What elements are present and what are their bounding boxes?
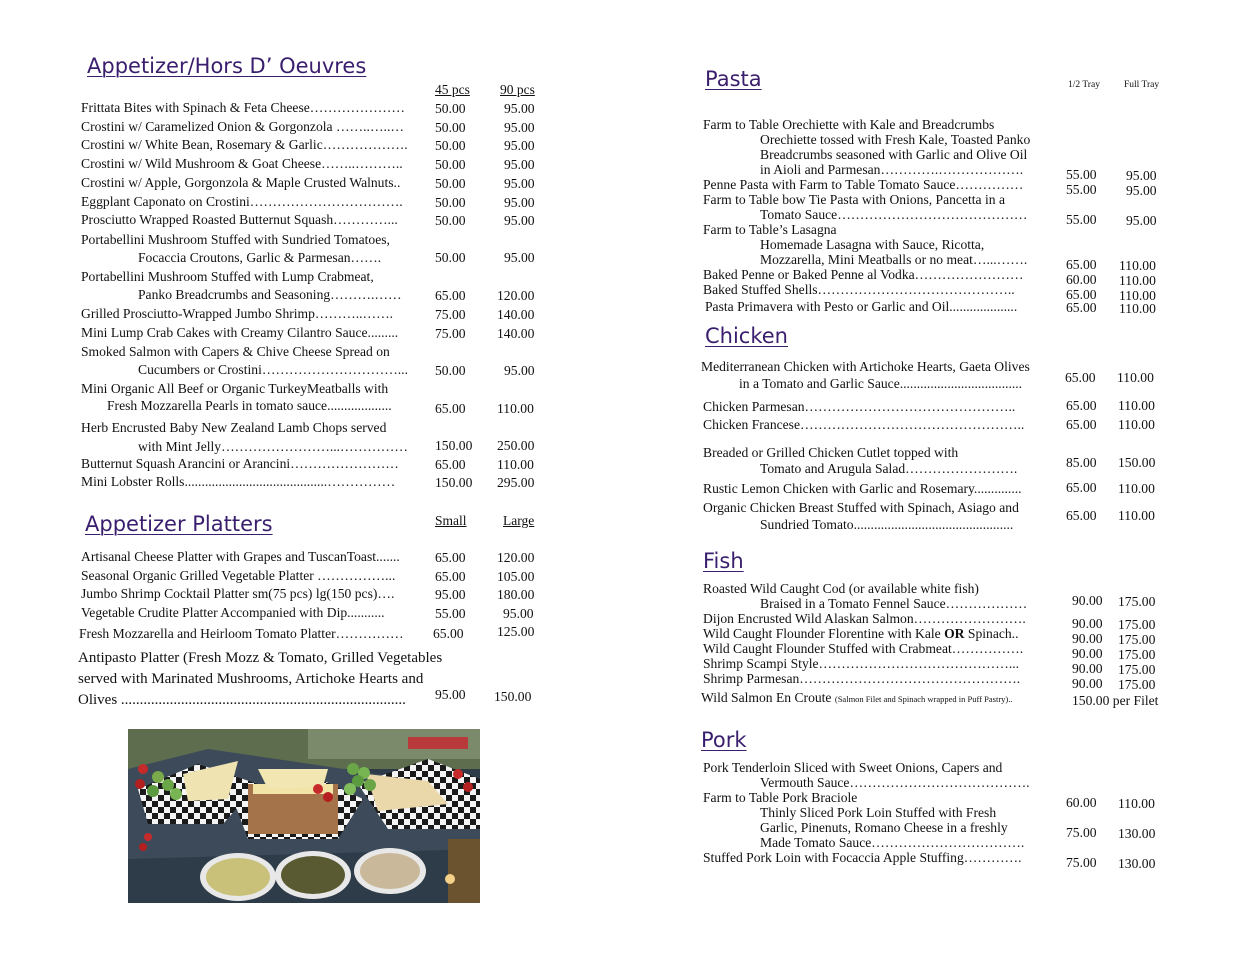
price-small: 95.00	[435, 587, 466, 602]
price-full-tray: 175.00	[1118, 677, 1156, 692]
price-45pcs: 50.00	[435, 101, 466, 116]
price-small: 65.00	[433, 626, 464, 641]
price-full-tray: 110.00	[1119, 301, 1156, 316]
price-45pcs: 65.00	[435, 288, 466, 303]
pasta-heading: Pasta	[705, 67, 762, 91]
menu-item: Organic Chicken Breast Stuffed with Spinach, Asiago and Sundried Tomato...............................................	[703, 500, 1019, 532]
menu-item: Roasted Wild Caught Cod (or available white fish) Braised in a Tomato Fennel Sauce………………	[703, 581, 1028, 611]
price-45pcs: 50.00	[435, 363, 466, 378]
menu-item: Mini Lump Crab Cakes with Creamy Cilantro Sauce.........	[81, 325, 399, 340]
price-half-tray: 90.00	[1072, 646, 1103, 661]
menu-item: Dijon Encrusted Wild Alaskan Salmon…………………….	[703, 611, 1026, 626]
price-45pcs: 50.00	[435, 157, 466, 172]
menu-item: Farm to Table Pork Braciole Thinly Sliced Pork Loin Stuffed with Fresh Garlic, Pinenuts, Romano Cheese in a freshly Made Tomato Sauce…………………………….	[703, 790, 1025, 850]
price-90pcs: 95.00	[504, 250, 535, 265]
fish-item-text: Spinach..	[964, 626, 1019, 641]
price-half-tray: 85.00	[1066, 455, 1097, 470]
menu-item: Shrimp Parmesan………………………………………….	[703, 671, 1021, 686]
price-45pcs: 50.00	[435, 195, 466, 210]
menu-item: Frittata Bites with Spinach & Feta Cheese…………………	[81, 100, 405, 115]
price-90pcs: 95.00	[504, 195, 535, 210]
menu-item: Farm to Table’s Lasagna Homemade Lasagna with Sauce, Ricotta, Mozzarella, Mini Meatballs or no meat…...…….	[703, 222, 1028, 267]
price-full-tray: 175.00	[1118, 647, 1156, 662]
menu-item: Breaded or Grilled Chicken Cutlet topped with Tomato and Arugula Salad…………………….	[703, 445, 1018, 476]
price-full-tray: 110.00	[1117, 370, 1154, 385]
price-large: 120.00	[497, 550, 535, 565]
price-full-tray: 95.00	[1126, 183, 1157, 198]
price-half-tray: 65.00	[1066, 398, 1097, 413]
pasta-col-full-tray: Full Tray	[1124, 80, 1160, 90]
price-45pcs: 50.00	[435, 213, 466, 228]
price-half-tray: 90.00	[1072, 593, 1103, 608]
price-90pcs: 110.00	[497, 401, 534, 416]
fish-item-text: Wild Caught Flounder Florentine with Kale	[703, 626, 945, 641]
price-full-tray: 130.00	[1118, 856, 1156, 871]
menu-item: Stuffed Pork Loin with Focaccia Apple Stuffing………….	[703, 850, 1022, 865]
menu-item: Seasonal Organic Grilled Vegetable Platter ……………...	[81, 568, 396, 583]
menu-item: Baked Stuffed Shells……………………………………..	[703, 282, 1015, 297]
price-90pcs: 120.00	[497, 288, 535, 303]
menu-item: Rustic Lemon Chicken with Garlic and Rosemary..............	[703, 481, 1022, 496]
price-half-tray: 60.00	[1066, 272, 1097, 287]
appetizer-platter-photo	[128, 729, 480, 903]
price-45pcs: 50.00	[435, 176, 466, 191]
price-45pcs: 150.00	[435, 438, 473, 453]
menu-item: Shrimp Scampi Style……………………………………...	[703, 656, 1020, 671]
menu-item: Fresh Mozzarella and Heirloom Tomato Platter……………	[79, 626, 404, 641]
menu-item: Butternut Squash Arancini or Arancini……………………	[81, 456, 399, 471]
price-full-tray: 95.00	[1126, 213, 1157, 228]
price-small: 55.00	[435, 606, 466, 621]
menu-item: Penne Pasta with Farm to Table Tomato Sauce……………	[703, 177, 1024, 192]
price-half-tray: 75.00	[1066, 825, 1097, 840]
menu-item: Pasta Primavera with Pesto or Garlic and Oil....................	[705, 299, 1018, 314]
menu-item	[701, 690, 1013, 707]
pasta-col-half-tray: 1/2 Tray	[1068, 80, 1100, 90]
price-large: 150.00	[494, 689, 532, 704]
price-full-tray: 175.00	[1118, 594, 1156, 609]
menu-item: Crostini w/ Apple, Gorgonzola & Maple Crusted Walnuts..	[81, 175, 401, 190]
price-full-tray: 110.00	[1119, 288, 1156, 303]
price-90pcs: 295.00	[497, 475, 535, 490]
price-45pcs: 65.00	[435, 401, 466, 416]
price-full-tray: 110.00	[1119, 258, 1156, 273]
price-90pcs: 140.00	[497, 326, 535, 341]
price-45pcs: 65.00	[435, 457, 466, 472]
price-90pcs: 95.00	[504, 138, 535, 153]
price-full-tray: 110.00	[1118, 481, 1155, 496]
price-half-tray: 90.00	[1072, 631, 1103, 646]
price-90pcs: 95.00	[504, 176, 535, 191]
menu-item: Artisanal Cheese Platter with Grapes and TuscanToast.......	[81, 549, 400, 564]
right-menu-page	[621, 0, 1242, 960]
price-45pcs: 150.00	[435, 475, 473, 490]
price-45pcs: 50.00	[435, 250, 466, 265]
price-90pcs: 95.00	[504, 157, 535, 172]
price-full-tray: 175.00	[1118, 632, 1156, 647]
menu-item: Chicken Francese…………………………………………..	[703, 417, 1025, 432]
price-90pcs: 250.00	[497, 438, 535, 453]
fish-heading: Fish	[703, 549, 744, 573]
price-45pcs: 75.00	[435, 307, 466, 322]
menu-item: Farm to Table bow Tie Pasta with Onions, Pancetta in a Tomato Sauce……………………………………	[703, 192, 1028, 222]
appetizers-col-90pcs: 90 pcs	[500, 82, 535, 97]
price-full-tray: 175.00	[1118, 662, 1156, 677]
price-45pcs: 50.00	[435, 120, 466, 135]
menu-item: Herb Encrusted Baby New Zealand Lamb Chops served with Mint Jelly……………………...……………	[81, 420, 408, 454]
menu-item: Crostini w/ Wild Mushroom & Goat Cheese……..………..	[81, 156, 403, 171]
price-90pcs: 95.00	[504, 363, 535, 378]
price-half-tray: 55.00	[1066, 167, 1097, 182]
price-half-tray: 65.00	[1066, 287, 1097, 302]
price-90pcs: 95.00	[504, 120, 535, 135]
price-large: 95.00	[503, 606, 534, 621]
price-45pcs: 75.00	[435, 326, 466, 341]
platters-heading: Appetizer Platters	[85, 512, 273, 536]
menu-item: Wild Caught Flounder Stuffed with Crabmeat…………….	[703, 641, 1024, 656]
fish-item-or: OR	[944, 626, 965, 641]
price-half-tray: 65.00	[1066, 257, 1097, 272]
price-half-tray: 65.00	[1066, 508, 1097, 523]
menu-item: Baked Penne or Baked Penne al Vodka……………………	[703, 267, 1024, 282]
chicken-heading: Chicken	[705, 324, 788, 348]
price-full-tray: 175.00	[1118, 617, 1156, 632]
fish-item-note: (Salmon Filet and Spinach wrapped in Puff Pastry)..	[834, 694, 1013, 704]
price-half-tray: 65.00	[1066, 480, 1097, 495]
price-45pcs: 50.00	[435, 138, 466, 153]
menu-item: Mini Lobster Rolls..........................................……………	[81, 474, 396, 489]
menu-item: Farm to Table Orechiette with Kale and Breadcrumbs Orechiette tossed with Fresh Kale, Toasted Panko Breadcrumbs seasoned with Garlic and Olive Oil in Aioli and Parmesan………….……………….	[703, 117, 1031, 177]
price-full-tray: 130.00	[1118, 826, 1156, 841]
price-full-tray: 110.00	[1118, 417, 1155, 432]
price-small: 65.00	[435, 550, 466, 565]
appetizers-heading: Appetizer/Hors D’ Oeuvres	[87, 54, 367, 78]
menu-item: Crostini w/ Caramelized Onion & Gorgonzola ……..…..…	[81, 119, 404, 134]
menu-item: Mini Organic All Beef or Organic TurkeyMeatballs with Fresh Mozzarella Pearls in tomato sauce...................	[81, 381, 392, 413]
price-half-tray: 90.00	[1072, 616, 1103, 631]
menu-item	[703, 626, 1018, 641]
price-large: 105.00	[497, 569, 535, 584]
price-90pcs: 140.00	[497, 307, 535, 322]
price-half-tray: 55.00	[1066, 212, 1097, 227]
menu-item: Grilled Prosciutto-Wrapped Jumbo Shrimp………..…….	[81, 306, 394, 321]
menu-item: Mediterranean Chicken with Artichoke Hearts, Gaeta Olives in a Tomato and Garlic Sauce....................................	[701, 359, 1030, 391]
price-90pcs: 110.00	[497, 457, 534, 472]
menu-item: Portabellini Mushroom Stuffed with Sundried Tomatoes, Focaccia Croutons, Garlic & Parmesan…….	[81, 232, 390, 265]
menu-item: Pork Tenderloin Sliced with Sweet Onions, Capers and Vermouth Sauce………………………………….	[703, 760, 1030, 790]
price-large: 180.00	[497, 587, 535, 602]
price-half-tray: 90.00	[1072, 661, 1103, 676]
platters-col-small: Small	[435, 513, 467, 528]
food-platter-illustration	[128, 729, 480, 903]
price-half-tray: 60.00	[1066, 795, 1097, 810]
price-half-tray: 75.00	[1066, 855, 1097, 870]
price-half-tray: 90.00	[1072, 676, 1103, 691]
menu-item: Crostini w/ White Bean, Rosemary & Garlic……………….	[81, 137, 408, 152]
price-full-tray: 95.00	[1126, 168, 1157, 183]
price-large: 125.00	[497, 624, 535, 639]
menu-item: Jumbo Shrimp Cocktail Platter sm(75 pcs) lg(150 pcs)….	[81, 586, 395, 601]
price-small: 95.00	[435, 687, 466, 702]
appetizers-col-45pcs: 45 pcs	[435, 82, 470, 97]
price-half-tray: 65.00	[1065, 370, 1096, 385]
menu-item: Prosciutto Wrapped Roasted Butternut Squash…………...	[81, 212, 398, 227]
price-small: 65.00	[435, 569, 466, 584]
menu-item: Portabellini Mushroom Stuffed with Lump Crabmeat, Panko Breadcrumbs and Seasoning……….……	[81, 269, 402, 302]
price-per-filet: 150.00 per Filet	[1072, 693, 1159, 708]
price-full-tray: 110.00	[1118, 398, 1155, 413]
menu-item: Smoked Salmon with Capers & Chive Cheese Spread on Cucumbers or Crostini…………………………...	[81, 344, 408, 377]
price-full-tray: 110.00	[1118, 796, 1155, 811]
price-half-tray: 65.00	[1066, 300, 1097, 315]
pork-heading: Pork	[701, 728, 747, 752]
price-90pcs: 95.00	[504, 213, 535, 228]
platters-col-large: Large	[503, 513, 535, 528]
price-full-tray: 110.00	[1119, 273, 1156, 288]
menu-item: Chicken Parmesan………………………………………..	[703, 399, 1016, 414]
price-90pcs: 95.00	[504, 101, 535, 116]
price-half-tray: 55.00	[1066, 182, 1097, 197]
price-full-tray: 110.00	[1118, 508, 1155, 523]
fish-item-text: Wild Salmon En Croute	[701, 690, 835, 705]
price-half-tray: 65.00	[1066, 417, 1097, 432]
menu-item: Vegetable Crudite Platter Accompanied with Dip...........	[81, 605, 385, 620]
menu-item: Eggplant Caponato on Crostini…………………………….	[81, 194, 403, 209]
menu-item: Antipasto Platter (Fresh Mozz & Tomato, Grilled Vegetables served with Marinated Mushrooms, Artichoke Hearts and Olives ............................................................................	[78, 650, 443, 708]
price-full-tray: 150.00	[1118, 455, 1156, 470]
